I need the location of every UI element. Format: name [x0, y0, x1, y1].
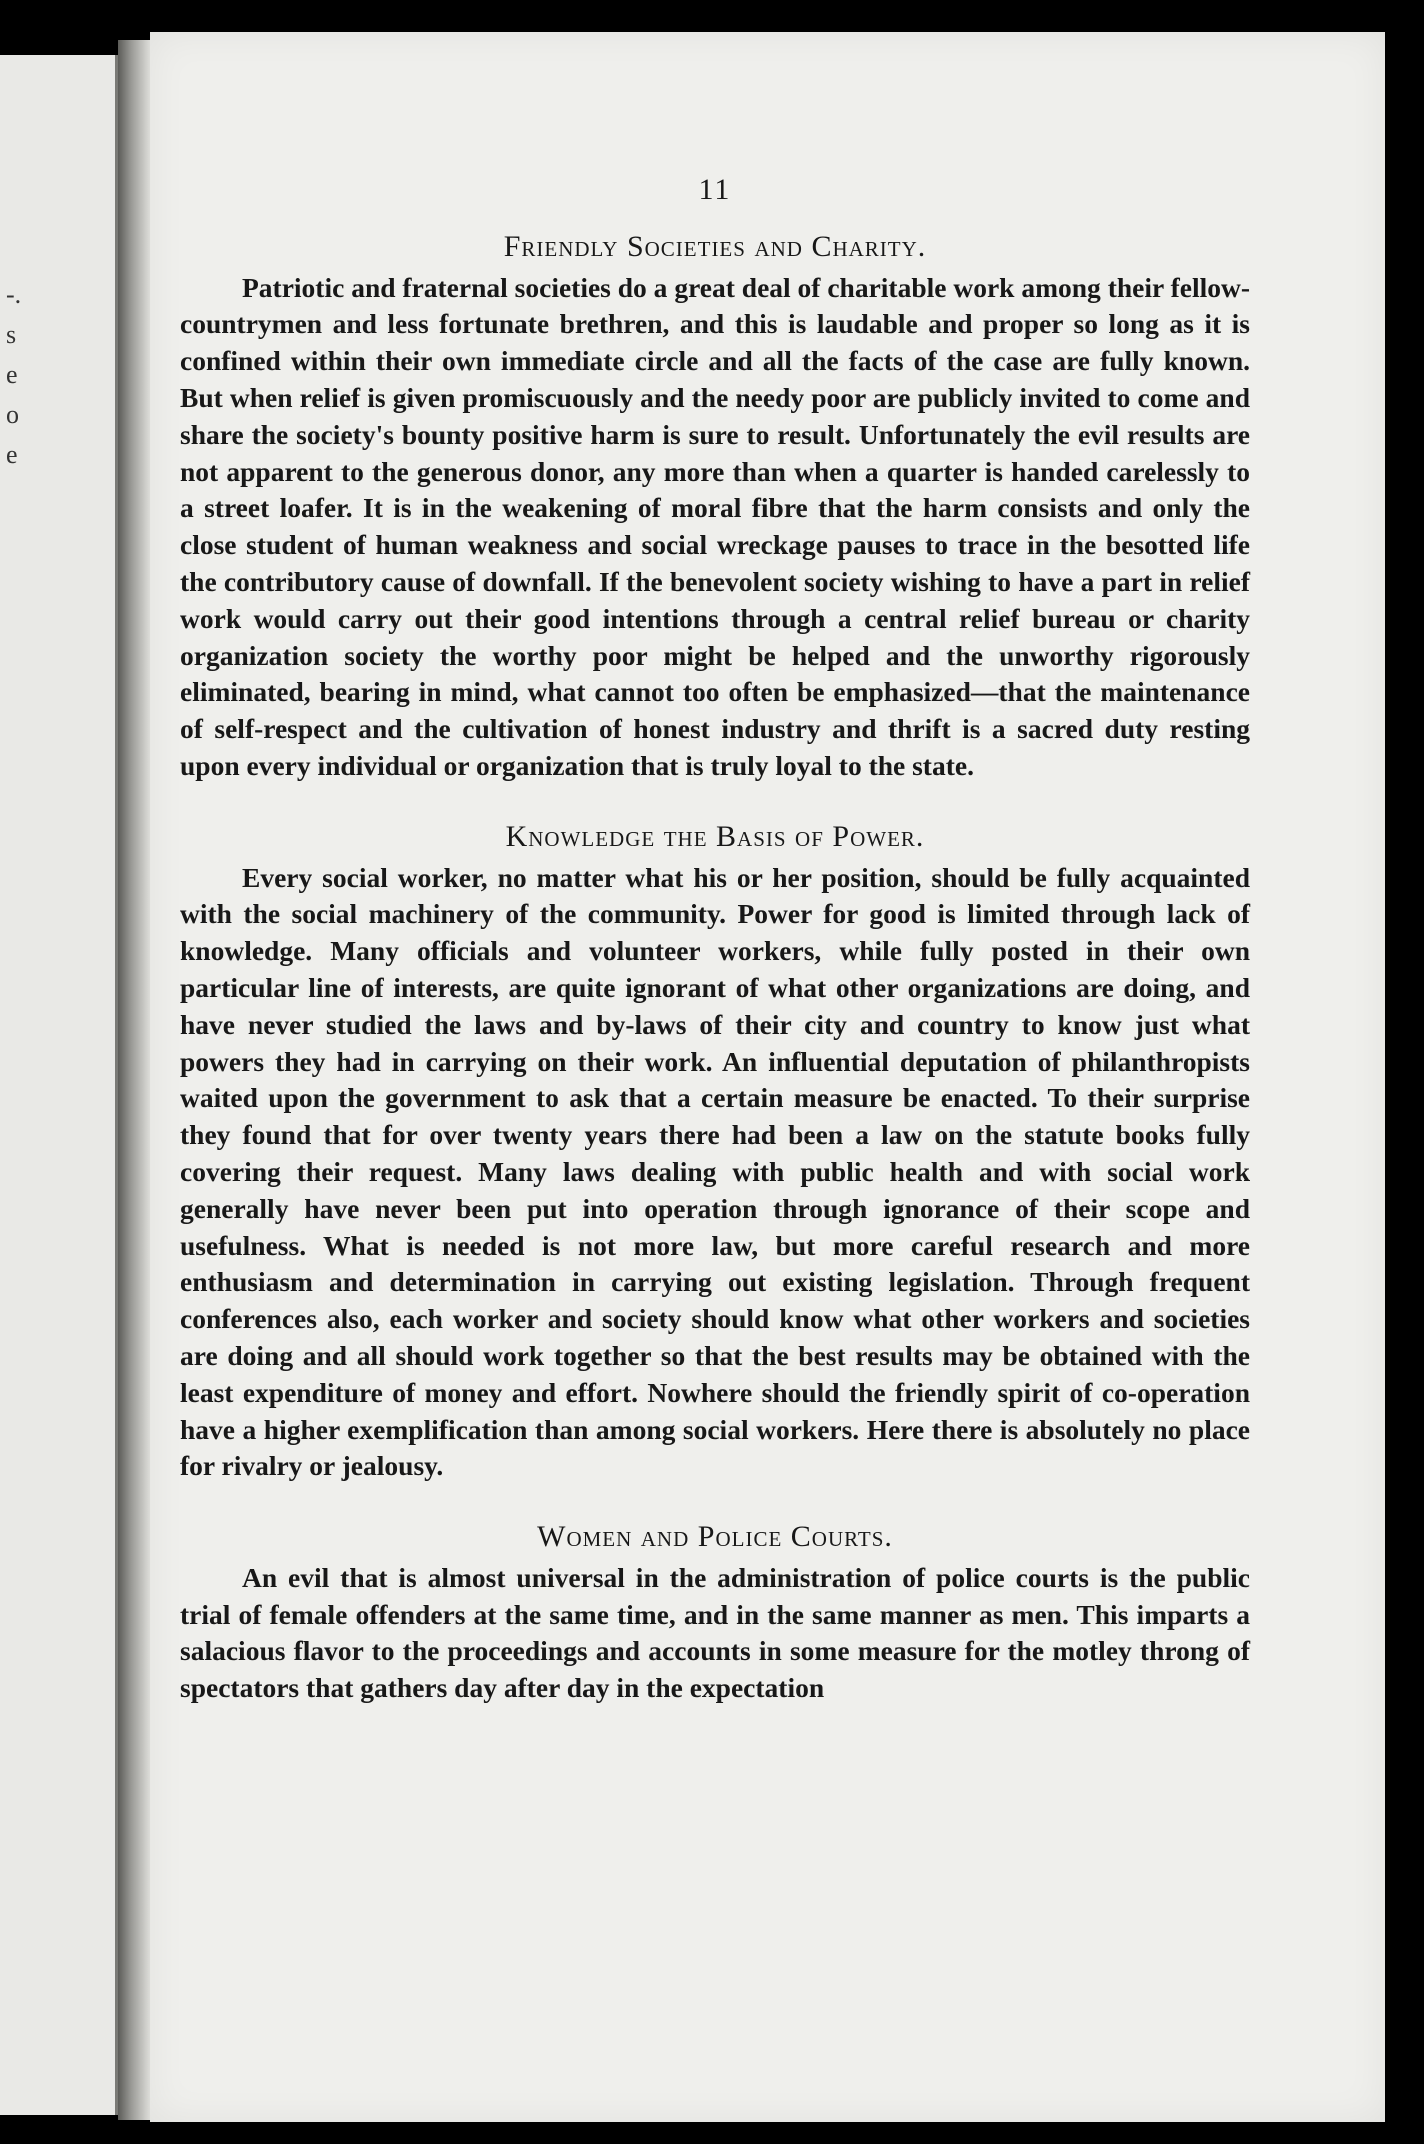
section-body-women-police-courts: An evil that is almost universal in the administration of police courts is the public trial of female offenders at the same time, and in the same manner as men. This imparts a salacious flavor to the proceedings and accounts in some measure for the motley throng of spectators that gathers day after day in the expectation	[180, 1561, 1250, 1704]
section-body-friendly-societies: Patriotic and fraternal societies do a great deal of charitable work among their fellow-countrymen and less fortunate brethren, and this is laudable and proper so long as it is confined within their own immediate circle and all the facts of the case are fully known. But when relief is given promiscuously and the needy poor are publicly invited to come and share the society's bounty positive harm is sure to result. Unfortunately the evil results are not apparent to the generous donor, any more than when a quarter is handed carelessly to a street loafer. It is in the weakening of moral fibre that the harm consists and only the close student of human weakness and social wreckage pauses to trace in the besotted life the contributory cause of downfall. If the benevolent society wishing to have a part in relief work would carry out their good intentions through a central relief bureau or charity organization society the worthy poor might be helped and the unworthy rigorously eliminated, bearing in mind, what cannot too often be emphasized—that the maintenance of self-respect and the cultivation of honest industry and thrift is a sacred duty resting upon every individual or organization that is truly loyal to the state.	[180, 271, 1250, 781]
page-number: 11	[698, 173, 732, 206]
adjacent-page-fragment: o	[6, 400, 19, 429]
section-body-knowledge-power: Every social worker, no matter what his or her position, should be fully acquainted with the social machinery of the community. Power for good is limited through lack of knowledge. Many officials and volunteer workers, while fully posted in their own particular line of interests, are quite ignorant of what other organizations are doing, and have never studied the laws and by-laws of their city and country to know just what powers they had in carrying on their work. An influential deputation of philanthropists waited upon the government to ask that a certain measure be enacted. To their surprise they found that for over twenty years there had been a law on the statute books fully covering their request. Many laws dealing with public health and with social work generally have never been put into operation through ignorance of their scope and usefulness. What is needed is not more law, but more careful research and more enthusiasm and determination in carrying out existing legislation. Through frequent conferences also, each worker and society should know what other workers and societies are doing and all should work together so that the best results may be obtained with the least expenditure of money and effort. Nowhere should the friendly spirit of co-operation have a higher exemplification than among social workers. Here there is absolutely no place for rivalry or jealousy.	[180, 861, 1250, 1482]
adjacent-page-edge	[0, 55, 118, 2115]
adjacent-page-fragment: e	[6, 440, 18, 469]
adjacent-page-fragment: s	[6, 320, 17, 349]
section-heading-knowledge-power: Knowledge the Basis of Power.	[505, 819, 925, 853]
adjacent-page-fragment: -.	[6, 280, 22, 309]
adjacent-page-fragment: e	[6, 360, 18, 389]
section-heading-women-police-courts: Women and Police Courts.	[537, 1520, 893, 1554]
page-content	[180, 172, 1250, 1707]
section-heading-friendly-societies: Friendly Societies and Charity.	[503, 229, 927, 263]
